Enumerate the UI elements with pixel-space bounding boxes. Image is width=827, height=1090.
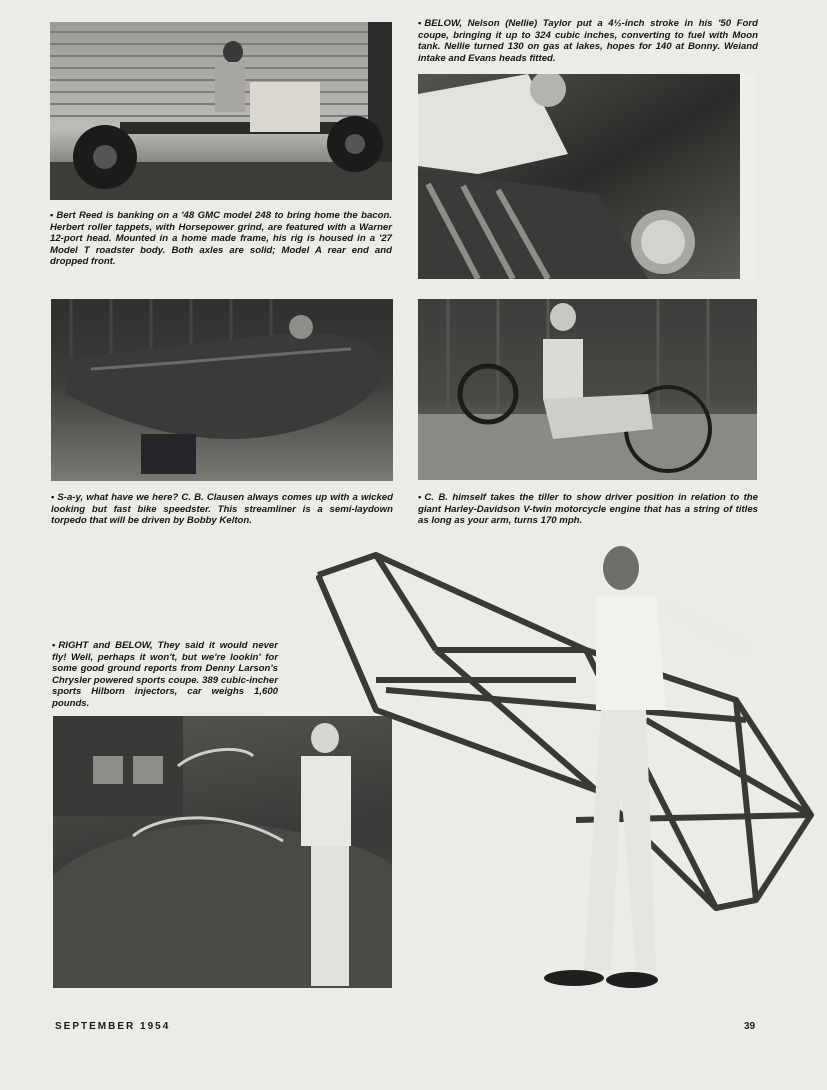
caption-nellie-taylor: • BELOW, Nelson (Nellie) Taylor put a 4½-inch stroke in his '50 Ford coupe, bringing it up to 324 cubic inches, converting to fuel with Moon tank. Nellie turned 130 on gas at lakes, hopes for 140 at Bonny. Weiand intake and Evans heads fitted.	[418, 18, 758, 64]
footer-date: SEPTEMBER 1954	[55, 1021, 171, 1032]
caption-bullet: •	[51, 492, 55, 503]
caption-cb-himself: • C. B. himself takes the tiller to show driver position in relation to the giant Harley-Davidson V-twin motorcycle engine that has a string of titles as long as your arm, turns 170 mph.	[418, 492, 758, 527]
photo-bert-reed-frame	[50, 22, 392, 200]
caption-bullet: •	[418, 492, 422, 503]
photo-cb-motorcycle	[418, 299, 757, 480]
page-number: 39	[744, 1021, 756, 1032]
caption-bullet: •	[52, 640, 56, 651]
caption-bert-reed: • Bert Reed is banking on a '48 GMC model 248 to bring home the bacon. Herbert roller tappets, with Horsepower grind, are featured with a Warner 12-port head. Mounted in a home made frame, his rig is housed in a '27 Model T roadster body. Both axles are solid; Model A rear end and dropped front.	[50, 210, 392, 268]
photo-clausen-streamliner	[51, 299, 393, 481]
photo-space-frame-cutout	[316, 540, 816, 990]
caption-bullet: •	[50, 210, 54, 221]
caption-clausen: • S-a-y, what have we here? C. B. Clausen always comes up with a wicked looking but fast bike speedster. This streamliner is a semi-laydown torpedo that will be driven by Bobby Kelton.	[51, 492, 393, 527]
caption-denny-larson: • RIGHT and BELOW, They said it would never fly! Well, perhaps it won't, but we're lookin' for some good ground reports from Denny Larson's Chrysler powered sports coupe. 389 cubic-incher sports Hilborn injectors, car weighs 1,600 pounds.	[52, 640, 278, 709]
caption-bullet: •	[418, 18, 422, 29]
photo-nellie-taylor-coupe	[418, 74, 755, 279]
